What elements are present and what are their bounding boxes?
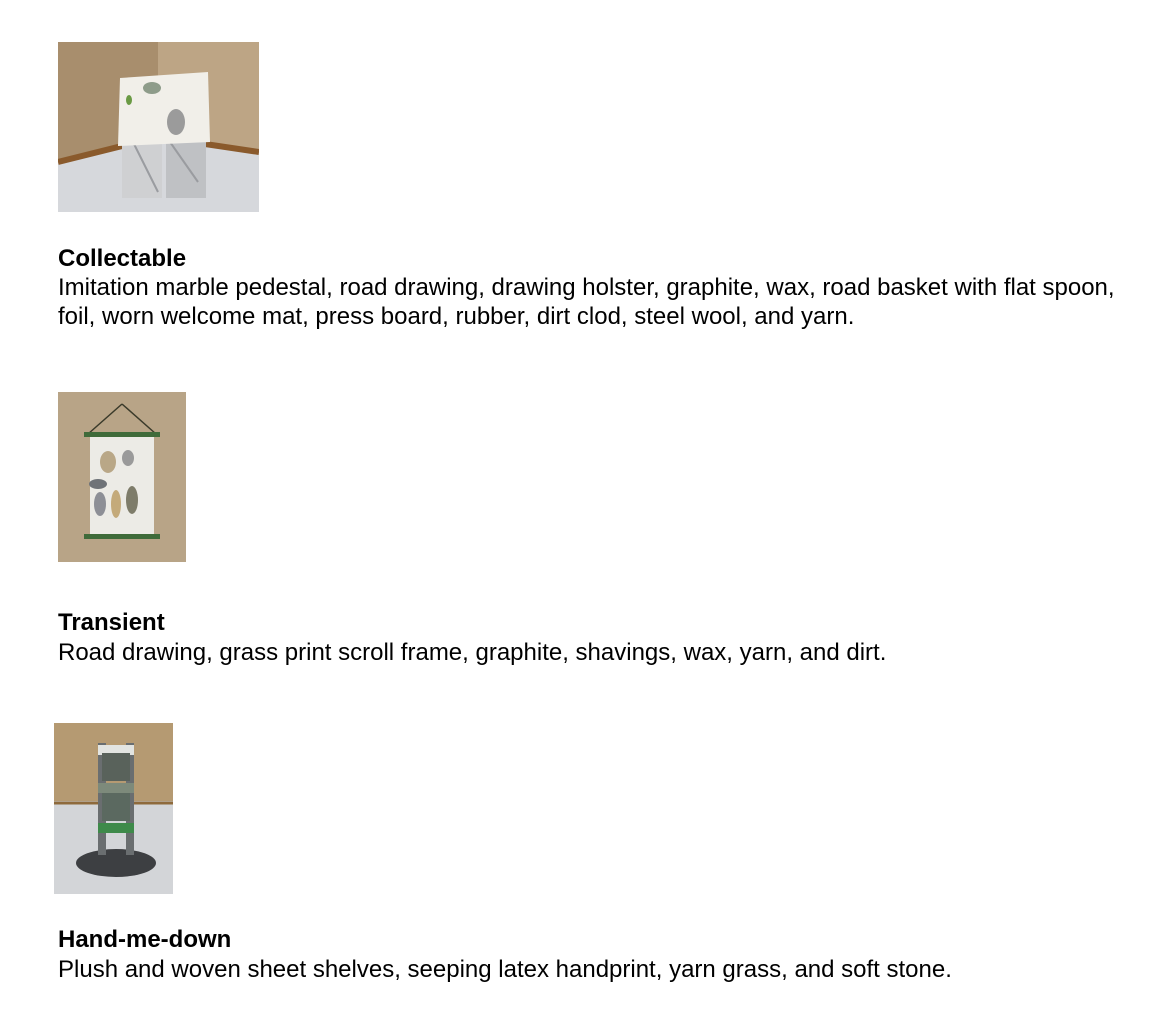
work-description-hand-me-down: Plush and woven sheet shelves, seeping latex handprint, yarn grass, and soft stone. <box>58 956 952 983</box>
work-title-hand-me-down: Hand-me-down <box>58 926 232 953</box>
hand-me-down-photo <box>54 723 173 894</box>
transient-photo <box>58 392 186 562</box>
work-title-transient: Transient <box>58 609 165 636</box>
work-description-collectable: Imitation marble pedestal, road drawing, drawing holster, graphite, wax, road basket with flat spoon, foil, worn welcome mat, press board, rubber, dirt clod, steel wool, and yarn. <box>58 274 1115 330</box>
work-description-transient: Road drawing, grass print scroll frame, graphite, shavings, wax, yarn, and dirt. <box>58 639 887 666</box>
collectable-photo <box>58 42 259 212</box>
work-title-collectable: Collectable <box>58 245 187 272</box>
